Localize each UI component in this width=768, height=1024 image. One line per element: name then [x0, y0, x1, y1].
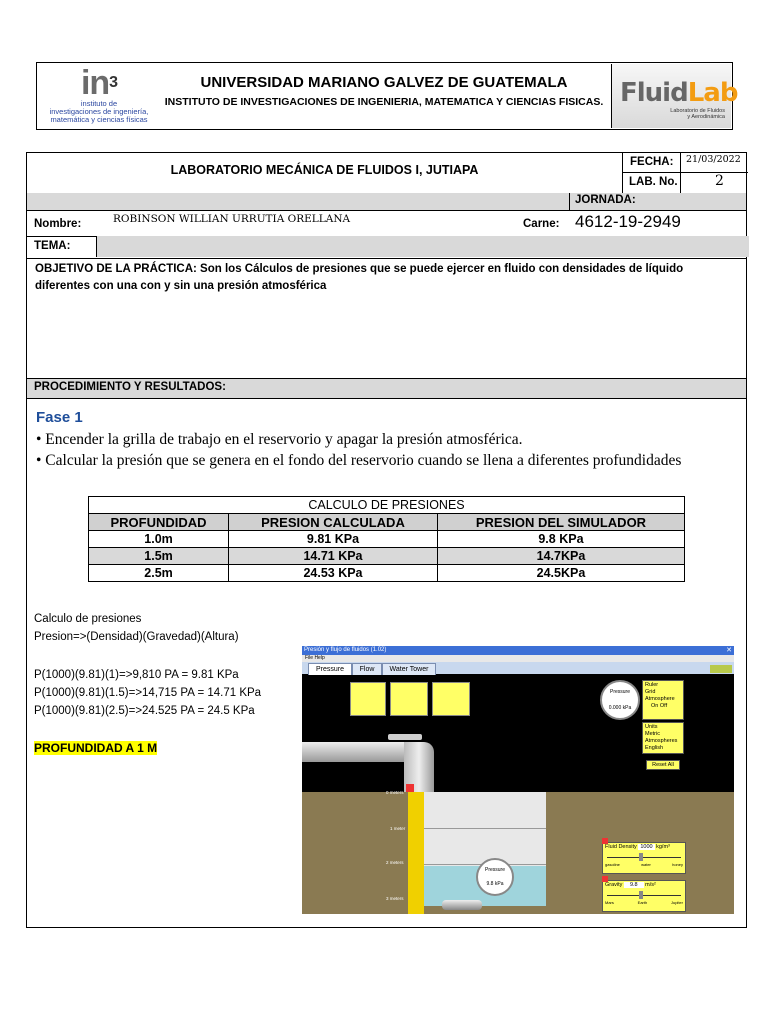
grid-checkbox[interactable]: Grid [645, 689, 656, 695]
table-header: PRESION CALCULADA [229, 514, 438, 531]
sim-menubar: File Help [302, 655, 734, 662]
carne-value: 4612-19-2949 [575, 212, 681, 231]
fecha-value: 21/03/2022 [686, 154, 741, 165]
bullet-2: • Calcular la presión que se genera en el fondo del reservorio cuando se llena a diferentes profundidades [36, 452, 682, 469]
lab-title: LABORATORIO MECÁNICA DE FLUIDOS I, JUTIAPA [170, 163, 479, 177]
units-label: Units [645, 724, 658, 730]
options-panel [642, 680, 684, 720]
scene-bowl-icon[interactable] [432, 682, 470, 716]
pressure-gauge-top[interactable]: Pressure 0.000 kPa [600, 680, 640, 720]
atmosphere-off-radio[interactable]: Off [659, 703, 668, 709]
density-input[interactable]: 1000 [640, 844, 653, 850]
units-metric-radio[interactable]: Metric [645, 731, 660, 737]
table-row: 2.5m 24.53 KPa 24.5KPa [89, 565, 685, 582]
tab-water-tower[interactable]: Water Tower [382, 663, 436, 675]
faucet-handle-icon[interactable] [388, 734, 422, 740]
procedimiento-row [27, 378, 746, 399]
calc-line: P(1000)(9.81)(1)=>9,810 PA = 9.81 KPa [34, 669, 239, 681]
nombre-label: Nombre: [34, 218, 82, 230]
lab-no-label: LAB. No. [629, 176, 678, 188]
calc-formula: Presion=>(Densidad)(Gravedad)(Altura) [34, 631, 239, 643]
tema-row [27, 236, 746, 259]
ruler-checkbox[interactable]: Ruler [645, 682, 659, 688]
objetivo: OBJETIVO DE LA PRÁCTICA: Son los Cálculos de presiones que se puede ejercer en fluido con densidades de líquido diferentes con una con y sin una presión atmosférica [35, 263, 684, 292]
simulator-screenshot: Presión y flujo de fluidos (1.02) ✕ File Help Pressure Flow Water Tower Pressure 0.000 kPa Ruler Grid Atmosphere On Off Units Metric Atmospheres English Reset All 0 meters 1 meter 2 meters 3 meters Pressure 9.8 kPa Fluid Density 1000 kg/m³ gasoline water honey Gravity 9.8 m/s² Mars Earth Jupiter [302, 646, 734, 914]
close-icon[interactable] [602, 838, 608, 844]
reset-all-button[interactable]: Reset All [646, 760, 680, 770]
jornada-label: JORNADA: [575, 194, 636, 206]
institute-name: INSTITUTO DE INVESTIGACIONES DE INGENIERIA, MATEMATICA Y CIENCIAS FISICAS. [164, 96, 604, 108]
fecha-label: FECHA: [630, 156, 674, 168]
drain-valve[interactable] [442, 900, 482, 910]
units-atm-radio[interactable]: Atmospheres [645, 738, 678, 744]
table-row: 1.0m 9.81 KPa 9.8 KPa [89, 531, 685, 548]
lab-no-value: 2 [715, 173, 724, 189]
form-title-row [27, 153, 746, 194]
gravity-slider[interactable] [639, 891, 643, 899]
procedimiento-label: PROCEDIMIENTO Y RESULTADOS: [34, 381, 226, 393]
atmosphere-label: Atmosphere [645, 696, 675, 702]
logo-icon [710, 665, 732, 673]
in3-logo: $in^3$ instituto de investigaciones de ingeniería, matemática y ciencias físicas [49, 64, 149, 124]
faucet-pipe [302, 742, 412, 762]
table-title: CALCULO DE PRESIONES [89, 497, 685, 514]
atmosphere-on-radio[interactable]: On [651, 703, 659, 709]
scene-trapezoid-icon[interactable] [390, 682, 428, 716]
university-name: UNIVERSIDAD MARIANO GALVEZ DE GUATEMALA [200, 74, 568, 91]
scene-square-icon[interactable] [350, 682, 386, 716]
ruler[interactable] [408, 792, 424, 914]
close-icon[interactable]: ✕ [726, 647, 732, 654]
nombre-value: ROBINSON WILLIAN URRUTIA ORELLANA [113, 213, 351, 225]
sim-tabbar [302, 662, 734, 674]
bullet-1: • Encender la grilla de trabajo en el reservorio y apagar la presión atmosférica. [36, 431, 523, 448]
table-header: PROFUNDIDAD [89, 514, 229, 531]
density-slider[interactable] [639, 853, 643, 861]
units-panel [642, 722, 684, 754]
close-icon[interactable] [406, 784, 414, 792]
fluid-density-panel: Fluid Density 1000 kg/m³ gasoline water honey [602, 842, 686, 874]
carne-label: Carne: [523, 218, 560, 230]
gravity-panel: Gravity 9.8 m/s² Mars Earth Jupiter [602, 880, 686, 912]
fase-heading: Fase 1 [36, 409, 83, 426]
nombre-row [27, 210, 746, 237]
table-row: 1.5m 14.71 KPa 14.7KPa [89, 548, 685, 565]
units-english-radio[interactable]: English [645, 745, 664, 751]
pressure-table [88, 496, 685, 582]
pressure-gauge-bottom[interactable]: Pressure 9.8 kPa [476, 858, 514, 896]
calc-title: Calculo de presiones [34, 613, 142, 625]
fluidlab-logo: FluidLab Laboratorio de Fluidos y Aerodinámica [611, 64, 731, 128]
tab-pressure[interactable]: Pressure [308, 663, 352, 675]
tab-flow[interactable]: Flow [352, 663, 382, 675]
highlight-depth: PROFUNDIDAD A 1 M [34, 741, 158, 755]
table-header: PRESION DEL SIMULADOR [437, 514, 684, 531]
sim-titlebar: Presión y flujo de fluidos (1.02) [302, 646, 734, 655]
calc-line: P(1000)(9.81)(1.5)=>14,715 PA = 14.71 KPa [34, 687, 262, 699]
gravity-input[interactable]: 9.8 [624, 882, 644, 888]
close-icon[interactable] [602, 876, 608, 882]
tema-label: TEMA: [34, 240, 71, 252]
jornada-row [27, 193, 746, 211]
calc-line: P(1000)(9.81)(2.5)=>24.525 PA = 24.5 KPa [34, 705, 255, 717]
